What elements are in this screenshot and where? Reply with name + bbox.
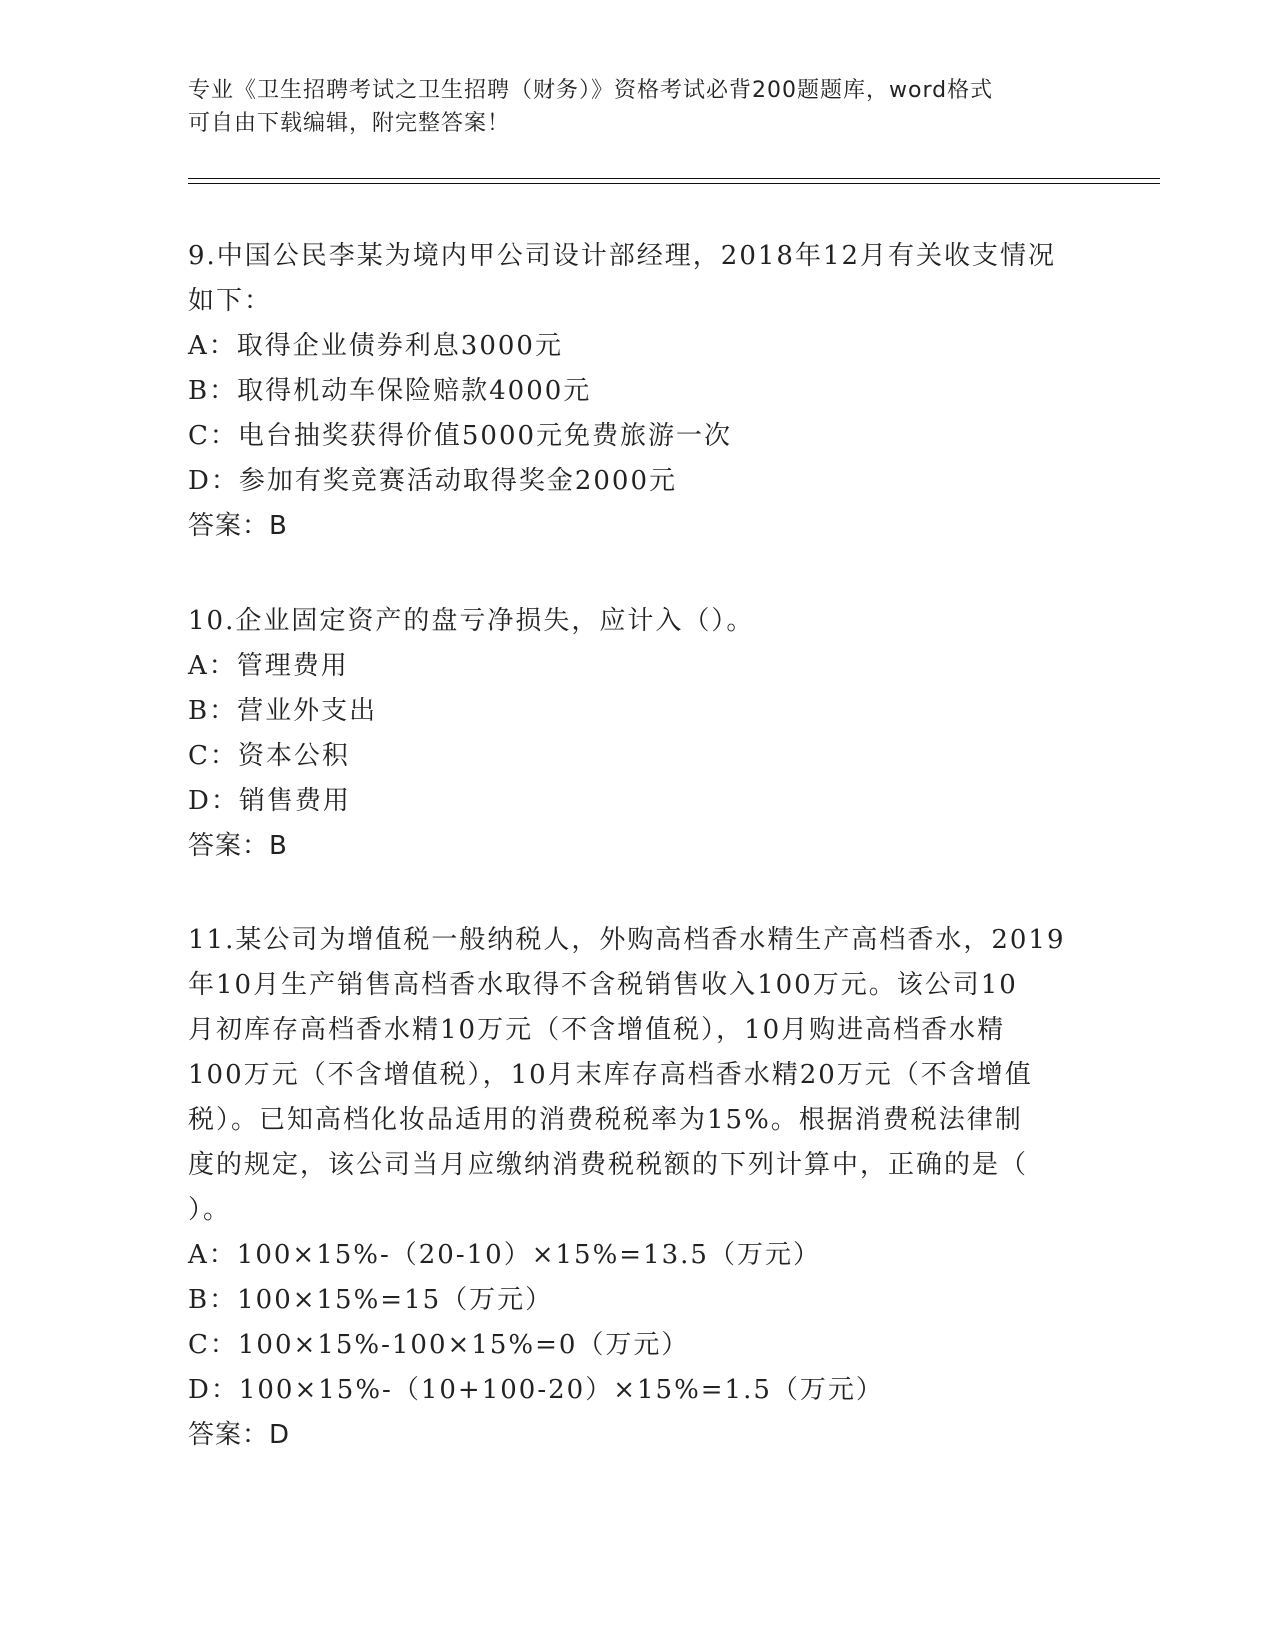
question-stem-line: 如下： xyxy=(188,286,273,316)
answer-line: 答案：D xyxy=(188,1420,291,1450)
answer-line: 答案：B xyxy=(188,831,288,861)
header-divider-bottom xyxy=(188,183,1160,184)
option-a: A：管理费用 xyxy=(188,651,349,681)
question-stem-line: 年10月生产销售高档香水取得不含税销售收入100万元。该公司10 xyxy=(188,970,1018,1000)
document-header xyxy=(188,74,1088,140)
question-stem-line: 度的规定，该公司当月应缴纳消费税税额的下列计算中，正确的是（ xyxy=(188,1150,1029,1180)
question-stem-line: 10.企业固定资产的盘亏净损失，应计入（）。 xyxy=(188,606,755,636)
option-c: C：电台抽奖获得价值5000元免费旅游一次 xyxy=(188,421,733,451)
option-c: C：资本公积 xyxy=(188,741,350,771)
option-a: A：取得企业债券利息3000元 xyxy=(188,331,563,361)
option-a: A：100×15%-（20-10）×15%=13.5（万元） xyxy=(188,1240,821,1270)
question-9 xyxy=(188,234,1088,549)
option-b: B：100×15%=15（万元） xyxy=(188,1285,554,1315)
question-10 xyxy=(188,599,1088,869)
header-divider-top xyxy=(188,178,1160,179)
question-stem-line: 100万元（不含增值税），10月末库存高档香水精20万元（不含增值 xyxy=(188,1060,1033,1090)
question-11 xyxy=(188,918,1088,1458)
header-line-2: 可自由下载编辑，附完整答案！ xyxy=(188,111,511,136)
question-stem-line: ）。 xyxy=(188,1195,232,1225)
option-d: D：100×15%-（10+100-20）×15%=1.5（万元） xyxy=(188,1375,884,1405)
option-b: B：营业外支出 xyxy=(188,696,378,726)
option-d: D：参加有奖竞赛活动取得奖金2000元 xyxy=(188,466,678,496)
option-b: B：取得机动车保险赔款4000元 xyxy=(188,376,592,406)
question-stem-line: 9.中国公民李某为境内甲公司设计部经理，2018年12月有关收支情况 xyxy=(188,241,1057,271)
question-stem-line: 月初库存高档香水精10万元（不含增值税），10月购进高档香水精 xyxy=(188,1015,1006,1045)
option-c: C：100×15%-100×15%=0（万元） xyxy=(188,1330,690,1360)
option-d: D：销售费用 xyxy=(188,786,351,816)
answer-line: 答案：B xyxy=(188,511,288,541)
question-stem-line: 11.某公司为增值税一般纳税人，外购高档香水精生产高档香水，2019 xyxy=(188,925,1066,955)
header-line-1: 专业《卫生招聘考试之卫生招聘（财务）》资格考试必背200题题库，word格式 xyxy=(188,78,994,103)
question-stem-line: 税）。已知高档化妆品适用的消费税税率为15%。根据消费税法律制 xyxy=(188,1105,1023,1135)
